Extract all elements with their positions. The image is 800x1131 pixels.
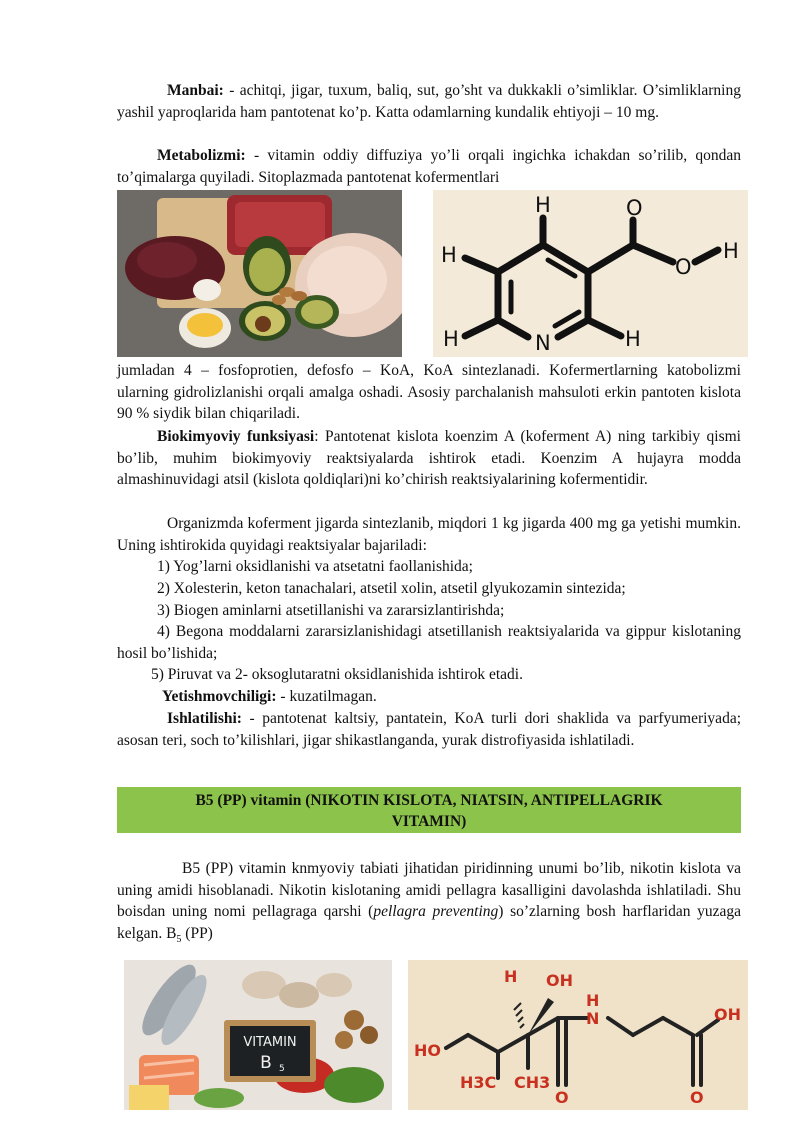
label-metabolism: Metabolizmi: xyxy=(157,147,246,164)
atom-h-right: H xyxy=(723,239,739,263)
heading-line-2: VITAMIN) xyxy=(391,813,467,830)
label-deficiency: Yetishmovchiligi: xyxy=(162,688,277,705)
paragraph-function xyxy=(117,426,741,491)
atom-ch3: CH3 xyxy=(514,1073,551,1092)
vitamin-board-line2: B xyxy=(260,1053,272,1073)
catabolism-text: jumladan 4 – fosfoprotien, defosfo – KoA, KoA sintezlanadi. Kofermertlarning katobolizmi ularning gidrolizlanishi orqali amalga oshadi. Asosiy parchalanish mahsuloti erkin pantoten kislota 90 % siydik bilan chiqariladi. xyxy=(117,362,741,422)
pantothenic-acid-structure xyxy=(408,960,748,1110)
atom-h-left: H xyxy=(441,243,457,267)
vitamin-board-sub: 5 xyxy=(279,1064,285,1074)
atom-h-top: H xyxy=(535,193,551,217)
nicotinic-acid-structure xyxy=(433,190,748,357)
atom-n: N xyxy=(535,331,551,355)
paragraph-b5-intro xyxy=(117,858,741,950)
b5-text-1: B5 (PP) vitamin knmyoviy tabiati jihatidan piridinning unumi bo’lib, nikotin kislota va uning amidi hisoblanadi. Nikotin kislotaning amidi pellagra kasalligini davolashda ishlatiladi. Shu boisdan uning nomi pellagraga qarshi ( xyxy=(117,860,741,920)
list-item: 2) Xolesterin, keton tanachalari, atsetil xolin, atsetil glyukozamin sintezida; xyxy=(157,580,626,597)
b5-text-3: (PP) xyxy=(181,924,213,942)
list-item: 4) Begona moddalarni zararsizlanishidagi atsetillanish reaktsiyalarida va gippur kislotaning hosil bo’lishida; xyxy=(117,623,741,662)
paragraph-metabolism xyxy=(117,145,741,188)
atom-oh-top: OH xyxy=(546,971,573,990)
heading-line-1: B5 (PP) vitamin (NIKOTIN KISLOTA, NIATSIN, ANTIPELLAGRIK xyxy=(195,792,663,809)
atom-h-bottom-right: H xyxy=(625,327,641,351)
paragraph-deficiency xyxy=(117,686,741,708)
usage-text: - pantotenat kaltsiy, pantatein, KoA turli dori shaklida va parfyumeriyada; asosan teri, soch to’kilishlari, jigar shikastlanganda, yurak distrofiyasida ishlatiladi. xyxy=(117,710,741,749)
atom-ho: HO xyxy=(414,1041,441,1060)
label-function: Biokimyoviy funksiyasi xyxy=(157,428,315,445)
nicotinic-acid-svg xyxy=(433,190,748,357)
food-photo-vitamin-b5 xyxy=(124,960,392,1110)
list-item: 1) Yog’larni oksidlanishi va atsetatni faollanishida; xyxy=(157,558,473,575)
atom-h-n: H xyxy=(586,991,600,1010)
function-text: : Pantotenat kislota koenzim A (koferment A) ning tarkibiy qismi bo’lib, muhim biokimyoviy reaktsiyalarda ishtirok etadi. Koenzim A hujayra modda almashinuvidagi atsil (kislota qoldiqlari)ni ko’chirish reaktsiyalarining kofermentidir. xyxy=(117,428,741,488)
metabolism-text: - vitamin oddiy diffuziya yo’li orqali ingichka ichakdan so’rilib, qondan to’qimalarga quyiladi. Sitoplazmada pantotenat kofermentlari xyxy=(117,147,741,186)
list-item: 3) Biogen aminlarni atsetillanishi va zararsizlantirishda; xyxy=(157,602,505,619)
atom-oh-right: OH xyxy=(714,1005,741,1024)
source-text: - achitqi, jigar, tuxum, baliq, sut, go’sht va dukkakli o’simliklar. O’simliklarning yashil yaproqlarida ham pantotenat ko’p. Katta odamlarning kundalik ehtiyoji – 10 mg. xyxy=(117,82,741,121)
b5-italic: pellagra preventing xyxy=(373,903,499,920)
atom-h-bottom-left: H xyxy=(443,327,459,351)
atom-n: N xyxy=(586,1009,600,1028)
b5-text-2: ) so’zlarning bosh harflaridan yuzaga kelgan. B xyxy=(117,903,742,942)
food-photo-pantothenate xyxy=(117,190,402,357)
b5-subscript: 5 xyxy=(176,933,182,945)
atom-o-top: O xyxy=(626,196,643,220)
paragraph-usage xyxy=(117,708,741,751)
pantothenic-acid-svg xyxy=(408,960,748,1110)
atom-o-right: O xyxy=(690,1088,704,1107)
atom-h: H xyxy=(504,967,518,986)
section-heading-b5 xyxy=(117,787,741,833)
paragraph-catabolism xyxy=(117,360,741,425)
organism-text: Organizmda koferment jigarda sintezlanib, miqdori 1 kg jigarda 400 mg ga yetishi mumkin. Uning ishtirokida quyidagi reaktsiyalar bajariladi: xyxy=(117,515,741,554)
paragraph-source xyxy=(117,80,741,123)
label-usage: Ishlatilishi: xyxy=(167,710,242,727)
paragraph-organism xyxy=(117,513,741,556)
atom-o-right: O xyxy=(675,255,692,279)
deficiency-text: - kuzatilmagan. xyxy=(276,688,377,705)
label-source: Manbai: xyxy=(167,82,224,99)
list-item: 5) Piruvat va 2- oksoglutaratni oksidlanishida ishtirok etadi. xyxy=(151,666,523,683)
atom-o-mid: O xyxy=(555,1088,569,1107)
vitamin-board-line1: VITAMIN xyxy=(243,1035,297,1050)
atom-h3c: H3C xyxy=(460,1073,497,1092)
